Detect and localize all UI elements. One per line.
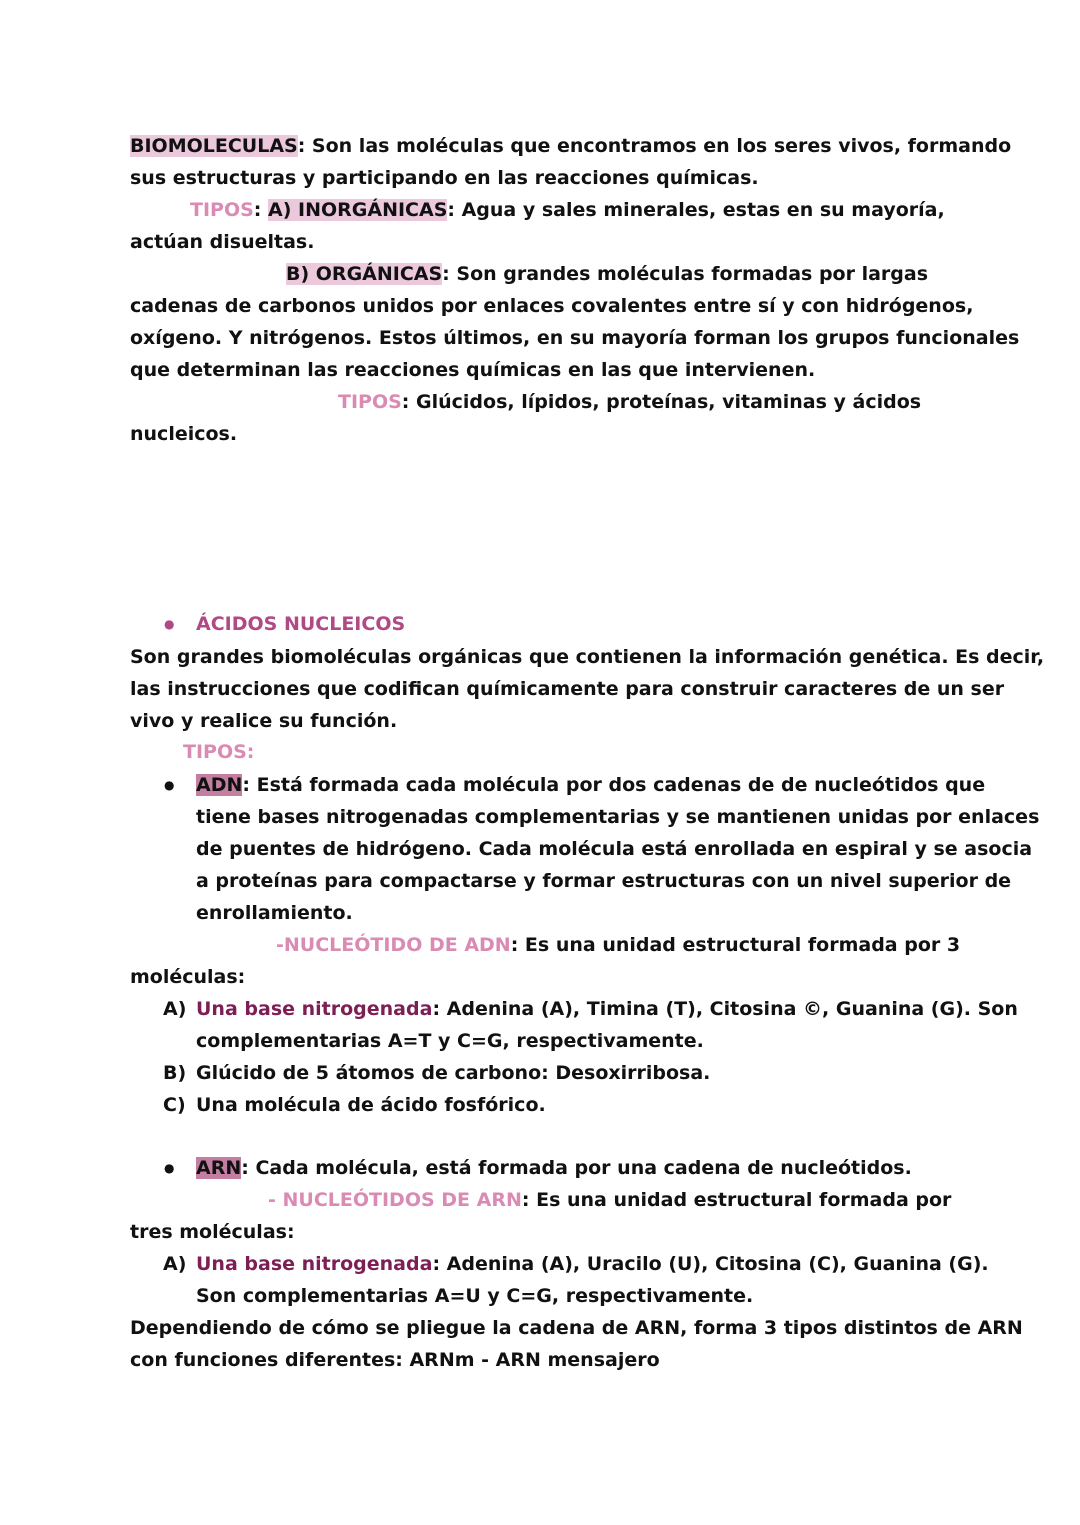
acidos-bullet: ● xyxy=(164,617,175,631)
adn-item-a-text: : Adenina (A), Timina (T), Citosina ©, Guanina (G). Son xyxy=(432,998,1018,1020)
adn-bullet: ● xyxy=(164,778,175,792)
organicas-text-3: oxígeno. Y nitrógenos. Estos últimos, en su mayoría forman los grupos funcionales xyxy=(130,327,1020,349)
arn-nucleotido-label: - NUCLEÓTIDOS DE ARN xyxy=(268,1189,522,1211)
acidos-def-3: vivo y realice su función. xyxy=(130,710,398,732)
adn-item-a-line-2: complementarias A=T y C=G, respectivamente. xyxy=(196,1030,704,1052)
adn-item-c: Una molécula de ácido fosfórico. xyxy=(196,1094,546,1116)
adn-nucleotido-label: -NUCLEÓTIDO DE ADN xyxy=(276,934,511,956)
organicas-line xyxy=(286,260,928,288)
organicas-line-3 xyxy=(130,324,1019,352)
org-tipos-text-2: nucleicos. xyxy=(130,423,238,445)
org-tipos-line-2 xyxy=(130,420,237,448)
arn-nucleotido-text: : Es una unidad estructural formada por xyxy=(521,1189,952,1211)
adn-item-b: Glúcido de 5 átomos de carbono: Desoxirribosa. xyxy=(196,1062,711,1084)
organicas-line-4 xyxy=(130,356,815,384)
adn-line-5: enrollamiento. xyxy=(196,902,353,924)
intro-def-2: sus estructuras y participando en las reacciones químicas. xyxy=(130,167,759,189)
adn-item-a-label: Una base nitrogenada xyxy=(196,998,433,1020)
organicas-text-4: que determinan las reacciones químicas en las que intervienen. xyxy=(130,359,816,381)
arn-nucleotido-line xyxy=(268,1186,951,1214)
adn-item-c-marker: C) xyxy=(163,1094,186,1116)
acidos-def-2: las instrucciones que codifican químicamente para construir caracteres de un ser xyxy=(130,678,1005,700)
arn-item-a xyxy=(196,1250,989,1278)
arn-label: ARN xyxy=(196,1157,242,1179)
org-tipos-line xyxy=(338,388,921,416)
acidos-heading: ÁCIDOS NUCLEICOS xyxy=(196,613,406,635)
arn-item-a-text: : Adenina (A), Uracilo (U), Citosina (C), Guanina (G). xyxy=(432,1253,989,1275)
biomoleculas-term: BIOMOLECULAS xyxy=(130,135,298,157)
adn-item-b-marker: B) xyxy=(163,1062,187,1084)
adn-nucleotido-text: : Es una unidad estructural formada por 3 xyxy=(510,934,961,956)
arn-item-a-line-2: Son complementarias A=U y C=G, respectivamente. xyxy=(196,1285,754,1307)
organicas-label: B) ORGÁNICAS xyxy=(286,263,443,285)
org-tipos-label: TIPOS xyxy=(338,391,402,413)
org-tipos-text: : Glúcidos, lípidos, proteínas, vitaminas y ácidos xyxy=(401,391,922,413)
adn-line-3: de puentes de hidrógeno. Cada molécula está enrollada en espiral y se asocia xyxy=(196,838,1033,860)
arn-text-1: : Cada molécula, está formada por una cadena de nucleótidos. xyxy=(241,1157,912,1179)
arn-line-1 xyxy=(196,1154,912,1182)
organicas-text-2: cadenas de carbonos unidos por enlaces covalentes entre sí y con hidrógenos, xyxy=(130,295,974,317)
arn-item-a-label: Una base nitrogenada xyxy=(196,1253,433,1275)
organicas-line-2 xyxy=(130,292,973,320)
inorganicas-text-2: actúan disueltas. xyxy=(130,231,315,253)
adn-label: ADN xyxy=(196,774,243,796)
arn-item-a-marker: A) xyxy=(163,1253,187,1275)
inorganicas-text: : Agua y sales minerales, estas en su mayoría, xyxy=(447,199,945,221)
arn-closing-2: con funciones diferentes: ARNm - ARN mensajero xyxy=(130,1349,660,1371)
inorganicas-label: A) INORGÁNICAS xyxy=(268,199,448,221)
intro-line-2 xyxy=(130,164,759,192)
intro-line-1 xyxy=(130,132,1011,160)
arn-closing-1: Dependiendo de cómo se pliegue la cadena de ARN, forma 3 tipos distintos de ARN xyxy=(130,1317,1023,1339)
arn-bullet: ● xyxy=(164,1161,175,1175)
tipos-line xyxy=(190,196,945,224)
tipos-colon: : xyxy=(253,199,262,221)
adn-nucleotido-line-2: moléculas: xyxy=(130,966,246,988)
acidos-def-1: Son grandes biomoléculas orgánicas que contienen la información genética. Es decir, xyxy=(130,646,1045,668)
inorganicas-line-2 xyxy=(130,228,314,256)
acidos-tipos-label: TIPOS: xyxy=(183,741,255,763)
adn-line-1 xyxy=(196,771,985,799)
adn-nucleotido-line xyxy=(276,931,960,959)
adn-line-4: a proteínas para compactarse y formar estructuras con un nivel superior de xyxy=(196,870,1012,892)
adn-text-1: : Está formada cada molécula por dos cadenas de de nucleótidos que xyxy=(242,774,986,796)
adn-item-a xyxy=(196,995,1018,1023)
organicas-text: : Son grandes moléculas formadas por largas xyxy=(442,263,929,285)
adn-line-2: tiene bases nitrogenadas complementarias y se mantienen unidas por enlaces xyxy=(196,806,1040,828)
tipos-label: TIPOS xyxy=(190,199,254,221)
intro-def-1: : Son las moléculas que encontramos en los seres vivos, formando xyxy=(297,135,1012,157)
arn-nucleotido-line-2: tres moléculas: xyxy=(130,1221,295,1243)
adn-item-a-marker: A) xyxy=(163,998,187,1020)
